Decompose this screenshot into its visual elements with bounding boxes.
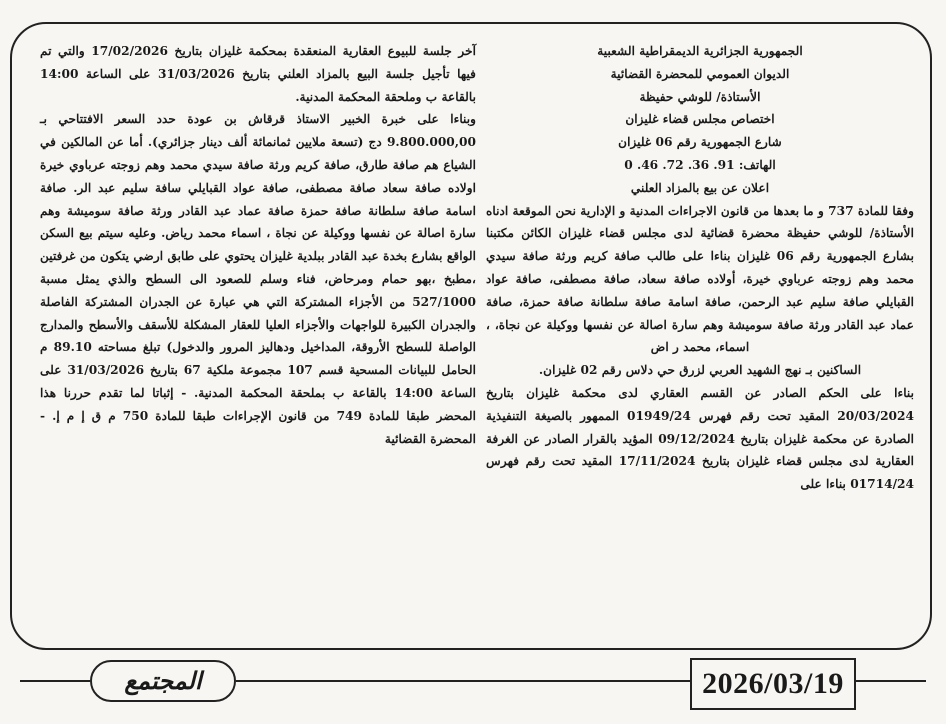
- footer-line-right: [856, 680, 926, 682]
- republic-header: الجمهورية الجزائرية الديمقراطية الشعبية: [597, 44, 803, 58]
- footer-line-left: [20, 680, 90, 682]
- judgment-paragraph: بناءا على الحكم الصادر عن القسم العقاري لدى محكمة غليزان بتاريخ 20/03/2024 المقيد تحت رقم فهرس 01949/24 الممهور بالصيغة التنفيذية الصادرة عن محكمة غليزان بتاريخ 09/12/2024 المؤيد بالقرار الصادر عن الغرفة العقارية لدى مجلس قضاء غليزان بتاريخ 17/11/2024 المقيد تحت رقم فهرس 01714/24 بناءا على: [486, 385, 915, 492]
- notice-title: اعلان عن بيع بالمزاد العلني: [630, 180, 770, 195]
- footer-line-middle: [236, 680, 690, 682]
- notice-left-column: [40, 40, 476, 450]
- newspaper-logo-text: المجتمع: [124, 667, 202, 695]
- notice-right-column: [486, 40, 914, 496]
- bailiff-name: الأستاذة/ للوشي حفيظة: [639, 89, 761, 104]
- office-name: الديوان العمومي للمحضرة القضائية: [610, 66, 790, 81]
- newspaper-logo: [90, 660, 236, 702]
- office-phone: الهاتف: 91. 36. 72. 46. 0: [624, 157, 776, 172]
- notice-body-paragraph: وفقا للمادة 737 و ما بعدها من قانون الاجراءات المدنية و الإدارية نحن الموقعة ادناه الأستاذة/ للوشي حفيظة محضرة قضائية لدى مجلس قضاء غليزان الكائن مكتبنا بشارع الجمهورية رقم 06 غليزان بناءا على طالب صافة كريم ورثة صافة سيدي محمد وهم زوجته عرباوي خيرة، أولاده صافة سعاد، صافة مصطفى، صافة عواد القبايلي صافة سليم عبد الرحمن، صافة اسامة صافة سلطانة صافة حمزة، صافة عماد عبد القادر ورثة صافة سوميشة وهم سارة اصالة عن نفسها ووكيلة عن نجاة، ، اسماء، محمد ر اض: [486, 203, 914, 355]
- publication-date-box: [690, 658, 856, 710]
- session-paragraph: آخر جلسة للبيوع العقارية المنعقدة بمحكمة غليزان بتاريخ 17/02/2026 والتي تم فيها تأجيل جلسة البيع بالمزاد العلني بتاريخ 31/03/2026 على الساعة 14:00 بالقاعة ب وملحقة المحكمة المدنية.: [40, 44, 476, 104]
- jurisdiction: اختصاص مجلس قضاء غليزان: [625, 112, 775, 127]
- sale-details-paragraph: وبناءا على خبرة الخبير الاستاذ قرقاش بن عودة حدد السعر الافتتاحي بـ 9.800.000,00 دج (تسعة ملايين ثمانمائة ألف دينار جزائري). أما عن المالكين في الشياع هم صافة طارق، صافة كريم ورثة صافة سيدي محمد وهم زوجته عرباوي خيرة اولاده صافة سعاد صافة مصطفى، صافة عواد القبايلي سافة سليم عبد الر. صافة اسامة صافة سلطانة صافة حمزة صافة عماد عبد القادر ورثة صافة سوميشة وهم سارة اصالة عن نفسها ووكيلة عن نجاة ، اسماء محمد رياض. وعليه سيتم بيع السكن الواقع بشارع بخدة عبد القادر ببلدية غليزان يحتوي على طابق ارضي يتكون من غرفتين ،مطبخ ،بهو حمام ومرحاض، فناء وسلم للصعود الى السطح والذي يمثل مسبة 527/1000 من الأجزاء المشتركة التي هي عبارة عن الجدران المشتركة الفاصلة والجدران الكبيرة للواجهات والأجزاء العليا للعقار المشكلة للأسقف والأسطح والمدارج الواصلة للسطح الأروقة، المداخيل ودهاليز المرور والدخول) تبلغ مساحته 89.10 م الحامل للبيانات المسحية قسم 107 مجموعة ملكية 67 بتاريخ 31/03/2026 على الساعة 14:00 بالقاعة ب بملحقة المحكمة المدنية. - إثباتا لما تقدم حررنا هذا المحضر طبقا للمادة 749 من قانون الإجراءات طبقا للمادة 750 م ق إ م إ. - المحضرة القضائية: [40, 112, 477, 446]
- office-address: شارع الجمهورية رقم 06 غليزان: [618, 135, 782, 150]
- residence-line: الساكنين بـ نهج الشهيد العربي لزرق حي دلاس رقم 02 غليزان.: [538, 363, 862, 378]
- publication-date: 2026/03/19: [702, 667, 844, 700]
